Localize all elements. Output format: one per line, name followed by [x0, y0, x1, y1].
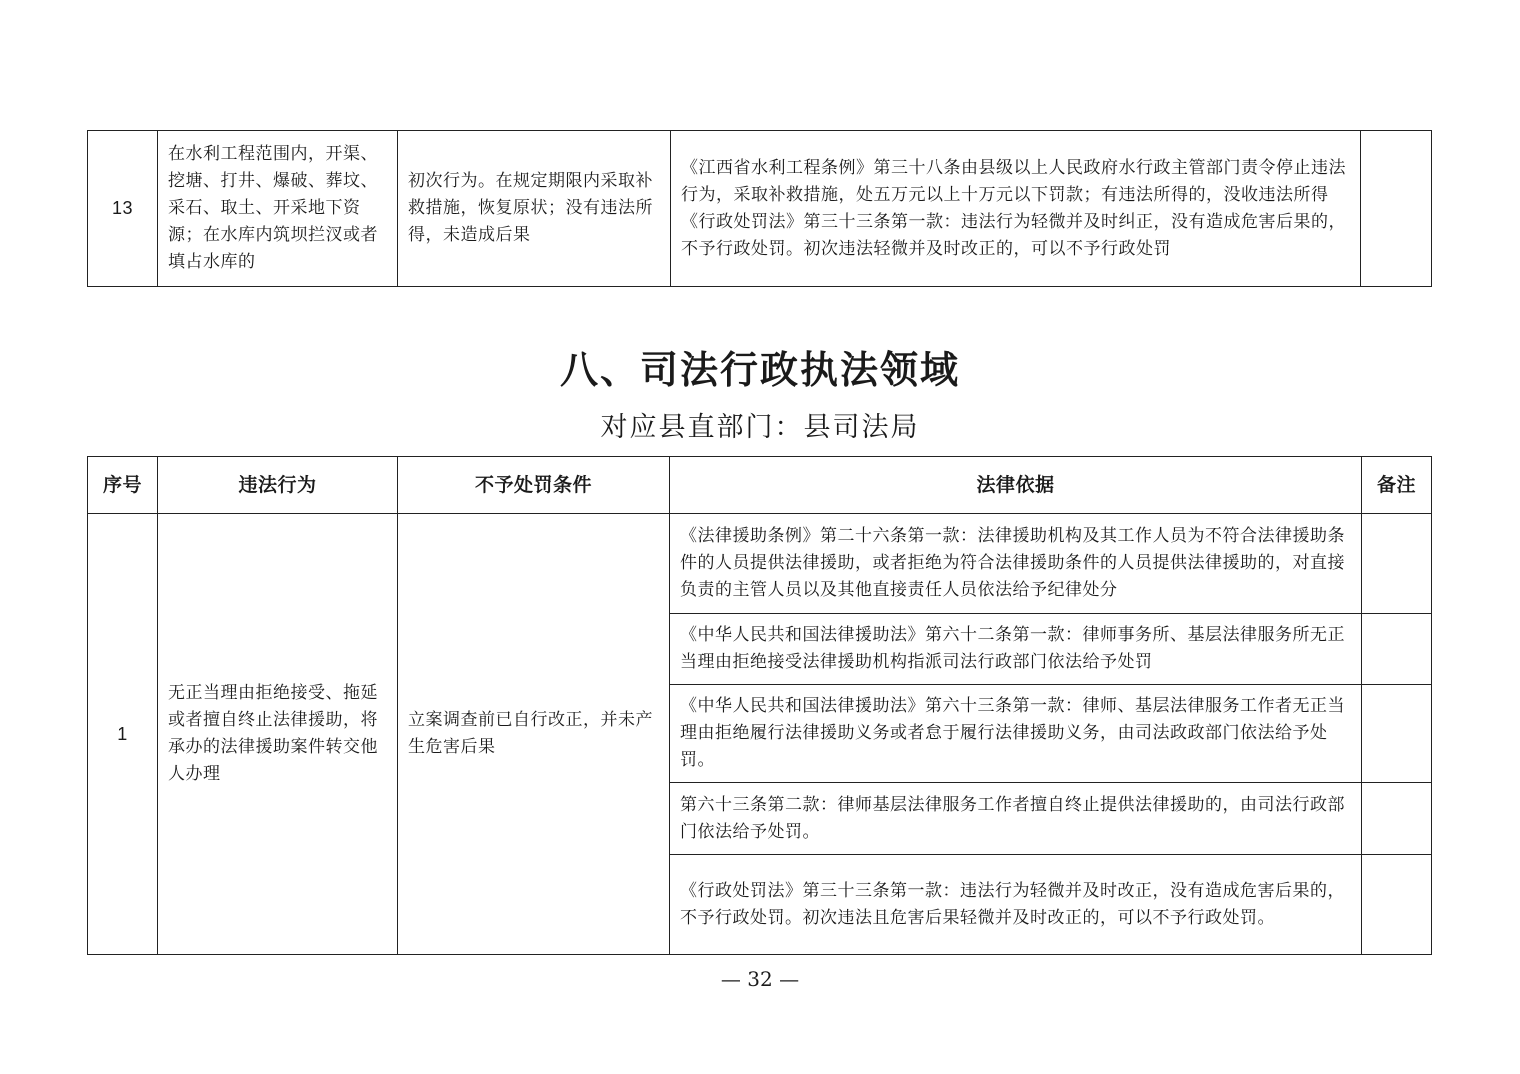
header-condition: 不予处罚条件 [398, 457, 670, 514]
condition-cell: 初次行为。在规定期限内采取补救措施，恢复原状；没有违法所得，未造成后果 [398, 131, 671, 287]
legal-basis-cell [671, 131, 1361, 287]
note-cell [1362, 685, 1432, 783]
previous-section-table [87, 130, 1432, 287]
header-note: 备注 [1362, 457, 1432, 514]
judicial-administration-table [87, 456, 1432, 955]
row-number: 13 [88, 131, 158, 287]
condition-cell: 立案调查前已自行改正，并未产生危害后果 [398, 514, 670, 955]
note-cell [1362, 514, 1432, 614]
note-cell [1362, 783, 1432, 855]
violation-cell: 在水利工程范围内，开渠、挖塘、打井、爆破、葬坟、采石、取土、开采地下资源；在水库内筑坝拦汊或者填占水库的 [158, 131, 398, 287]
note-cell [1362, 614, 1432, 685]
page-number: — 32 — [720, 967, 800, 991]
section-title: 八、司法行政执法领域 [559, 348, 960, 392]
table-row [88, 131, 1432, 287]
row-number: 1 [88, 514, 158, 955]
table-header-row [88, 457, 1432, 514]
header-legal-basis: 法律依据 [670, 457, 1362, 514]
header-violation: 违法行为 [158, 457, 398, 514]
legal-basis-cell: 《法律援助条例》第二十六条第一款：法律援助机构及其工作人员为不符合法律援助条件的人员提供法律援助，或者拒绝为符合法律援助条件的人员提供法律援助的，对直接负责的主管人员以及其他直接责任人员依法给予纪律处分 [670, 514, 1362, 614]
header-number: 序号 [88, 457, 158, 514]
legal-basis-cell: 《中华人民共和国法律援助法》第六十二条第一款：律师事务所、基层法律服务所无正当理由拒绝接受法律援助机构指派司法行政部门依法给予处罚 [670, 614, 1362, 685]
violation-cell: 无正当理由拒绝接受、拖延或者擅自终止法律援助，将承办的法律援助案件转交他人办理 [158, 514, 398, 955]
legal-basis-cell: 《中华人民共和国法律援助法》第六十三条第一款：律师、基层法律服务工作者无正当理由拒绝履行法律援助义务或者怠于履行法律援助义务，由司法政政部门依法给予处罚。 [670, 685, 1362, 783]
legal-basis-text: 《江西省水利工程条例》第三十八条由县级以上人民政府水行政主管部门责令停止违法行为，采取补救措施，处五万元以上十万元以下罚款；有违法所得的，没收违法所得 [681, 157, 1346, 205]
legal-basis-text: 《行政处罚法》第三十三条第一款：违法行为轻微并及时纠正，没有造成危害后果的，不予行政处罚。初次违法轻微并及时改正的，可以不予行政处罚 [681, 211, 1346, 259]
legal-basis-cell: 《行政处罚法》第三十三条第一款：违法行为轻微并及时改正，没有造成危害后果的，不予行政处罚。初次违法且危害后果轻微并及时改正的，可以不予行政处罚。 [670, 855, 1362, 955]
section-subtitle: 对应县直部门：县司法局 [600, 412, 920, 443]
note-cell [1362, 855, 1432, 955]
legal-basis-cell: 第六十三条第二款：律师基层法律服务工作者擅自终止提供法律援助的，由司法行政部门依法给予处罚。 [670, 783, 1362, 855]
table-row [88, 514, 1432, 614]
note-cell [1361, 131, 1432, 287]
